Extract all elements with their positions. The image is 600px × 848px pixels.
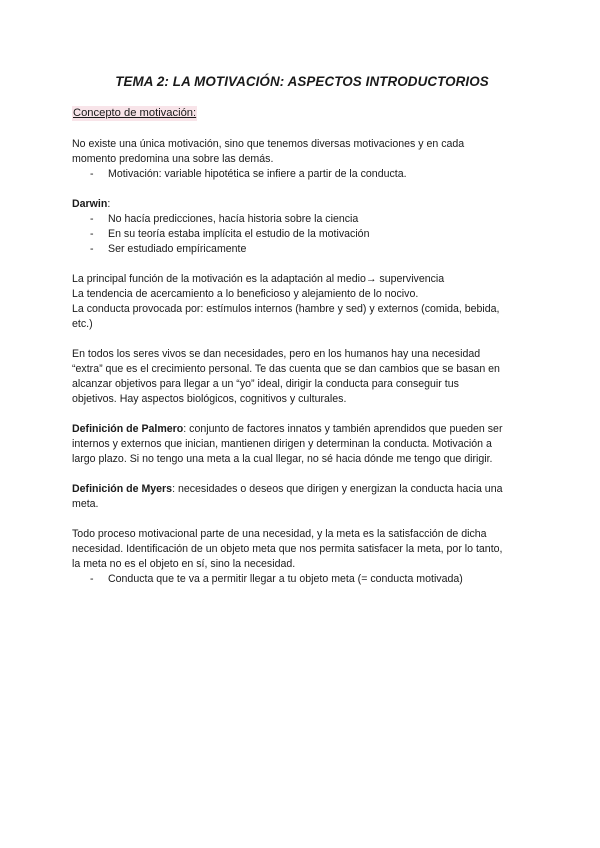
- needs-line: En todos los seres vivos se dan necesidades, pero en los humanos hay una necesidad: [72, 348, 481, 360]
- function-line: etc.): [72, 318, 93, 330]
- darwin-label: Darwin: [72, 198, 108, 210]
- list-item: - Motivación: variable hipotética se infiere a partir de la conducta.: [72, 167, 532, 182]
- myers-line: [72, 482, 532, 497]
- intro-line: momento predomina una sobre las demás.: [72, 153, 274, 165]
- darwin-colon: :: [107, 198, 111, 210]
- spacer: [72, 407, 532, 422]
- palmero-section: [72, 422, 532, 467]
- myers-label: Definición de Myers: [72, 483, 173, 495]
- intro-line: No existe una única motivación, sino que tenemos diversas motivaciones y en cada: [72, 138, 465, 150]
- spacer: [72, 332, 532, 347]
- palmero-line: internos y externos que inician, mantienen dirigen y determinan la conducta. Motivación a: [72, 438, 492, 450]
- list-item: - No hacía predicciones, hacía historia sobre la ciencia: [72, 212, 532, 227]
- darwin-list: [72, 212, 532, 257]
- darwin-heading: [72, 197, 532, 212]
- myers-section: [72, 482, 532, 512]
- spacer: [72, 512, 532, 527]
- intro-section: [72, 137, 532, 182]
- function-section: [72, 272, 532, 332]
- darwin-section: [72, 197, 532, 257]
- needs-line: “extra” que es el crecimiento personal. Te das cuenta que se dan cambios que se basan en: [72, 363, 500, 375]
- process-line: necesidad. Identificación de un objeto meta que nos permita satisfacer la meta, por lo tanto,: [72, 543, 503, 555]
- palmero-line: [72, 422, 532, 437]
- needs-line: objetivos. Hay aspectos biológicos, cognitivos y culturales.: [72, 393, 347, 405]
- spacer: [72, 182, 532, 197]
- function-line: La tendencia de acercamiento a lo beneficioso y alejamiento de lo nocivo.: [72, 288, 419, 300]
- palmero-label: Definición de Palmero: [72, 423, 184, 435]
- function-line: La principal función de la motivación es la adaptación al medio→ supervivencia: [72, 273, 445, 285]
- list-item: - Ser estudiado empíricamente: [72, 242, 532, 257]
- spacer: [72, 257, 532, 272]
- myers-line: meta.: [72, 498, 99, 510]
- function-line: La conducta provocada por: estímulos internos (hambre y sed) y externos (comida, bebida,: [72, 303, 500, 315]
- palmero-text: : conjunto de factores innatos y también aprendidos que pueden ser: [183, 423, 503, 435]
- document-body: [72, 137, 532, 587]
- process-section: [72, 527, 532, 587]
- palmero-line: largo plazo. Si no tengo una meta a la cual llegar, no sé hacia dónde me tengo que dirigir.: [72, 453, 493, 465]
- list-item: - En su teoría estaba implícita el estudio de la motivación: [72, 227, 532, 242]
- list-item: - Conducta que te va a permitir llegar a tu objeto meta (= conducta motivada): [72, 572, 532, 587]
- section-heading-concepto: Concepto de motivación:: [73, 107, 197, 119]
- needs-section: [72, 347, 532, 407]
- myers-text: : necesidades o deseos que dirigen y energizan la conducta hacia una: [172, 483, 503, 495]
- process-list: [72, 572, 532, 587]
- process-line: la meta no es el objeto en sí, sino la necesidad.: [72, 558, 296, 570]
- needs-line: alcanzar objetivos para llegar a un “yo” ideal, dirigir la conducta para conseguir tus: [72, 378, 459, 390]
- process-line: Todo proceso motivacional parte de una necesidad, y la meta es la satisfacción de dicha: [72, 528, 487, 540]
- spacer: [72, 467, 532, 482]
- intro-list: [72, 167, 532, 182]
- document-title: TEMA 2: LA MOTIVACIÓN: ASPECTOS INTRODUCTORIOS: [115, 74, 489, 89]
